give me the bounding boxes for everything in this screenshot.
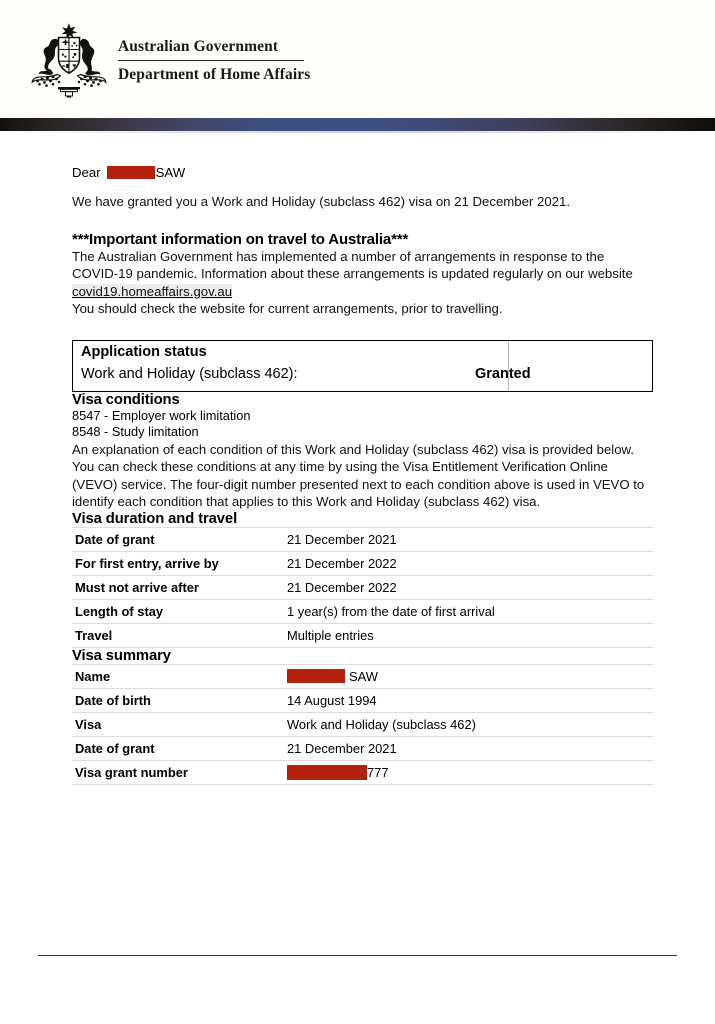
row-label: Date of birth — [75, 692, 151, 708]
row-value: SAW — [349, 668, 378, 684]
application-status-subject: Work and Holiday (subclass 462): — [81, 365, 298, 382]
masthead — [118, 38, 348, 84]
row-label: Length of stay — [75, 603, 164, 619]
check-website-paragraph: You should check the website for current arrangements, prior to travelling. — [72, 301, 503, 316]
table-row — [72, 736, 653, 760]
application-status-value: Granted — [475, 365, 531, 382]
row-value-redacted — [287, 760, 653, 784]
row-value: 21 December 2022 — [287, 579, 397, 595]
visa-duration-table — [72, 527, 653, 648]
letter-body — [0, 164, 715, 785]
visa-conditions-heading: Visa conditions — [72, 391, 180, 408]
row-value: 1 year(s) from the date of first arrival — [287, 603, 495, 619]
row-label: Date of grant — [75, 740, 155, 756]
covid-paragraph — [72, 248, 653, 301]
table-row — [72, 575, 653, 599]
row-value: 14 August 1994 — [287, 692, 377, 708]
application-status-box — [72, 340, 653, 392]
row-label: Visa — [75, 716, 102, 732]
visa-summary-table — [72, 664, 653, 785]
row-label: Must not arrive after — [75, 579, 199, 595]
table-row — [72, 551, 653, 575]
footer-divider — [38, 955, 677, 956]
row-value: Multiple entries — [287, 627, 374, 643]
table-row — [72, 688, 653, 712]
salutation — [72, 164, 653, 181]
salutation-prefix: Dear — [72, 165, 101, 180]
table-row — [72, 664, 653, 688]
redaction-bar-grant-number — [287, 765, 367, 780]
org-line-australian-government: Australian Government — [118, 38, 279, 55]
header-gradient-bar — [0, 118, 715, 131]
row-label: Visa grant number — [75, 764, 188, 780]
masthead-divider — [118, 60, 304, 61]
covid-paragraph-text: The Australian Government has implemented a number of arrangements in response to the COVID-19 pandemic. Information about these arrangements is updated regularly on our website — [72, 248, 633, 281]
table-row — [72, 599, 653, 623]
table-row — [72, 623, 653, 647]
row-label: Travel — [75, 627, 113, 643]
row-value: 777 — [367, 764, 389, 780]
table-row — [72, 712, 653, 736]
header-gradient-hairline — [0, 131, 715, 133]
row-value-redacted — [287, 664, 653, 688]
application-status-title: Application status — [81, 343, 207, 360]
row-value: 21 December 2021 — [287, 740, 397, 756]
table-row — [72, 760, 653, 784]
table-row — [72, 527, 653, 551]
visa-condition-item: 8547 - Employer work limitation — [72, 407, 251, 423]
vevo-paragraph: You can check these conditions at any time by using the Visa Entitlement Verification Online (VEVO) service. The four-digit number presented next to each condition above is used in VEVO to identify each condition that applies to this Work and Holiday (subclass 462) visa. — [72, 459, 645, 509]
row-value: 21 December 2022 — [287, 555, 397, 571]
visa-conditions-explanation: An explanation of each condition of this Work and Holiday (subclass 462) visa is provided below. — [72, 441, 635, 457]
org-line-department-home-affairs: Department of Home Affairs — [118, 66, 311, 83]
important-travel-heading: ***Important information on travel to Australia*** — [72, 230, 409, 248]
australian-coat-of-arms-icon — [28, 21, 110, 99]
row-label: Name — [75, 668, 111, 684]
row-label: For first entry, arrive by — [75, 555, 219, 571]
covid-website-link[interactable]: covid19.homeaffairs.gov.au — [72, 283, 233, 299]
redaction-bar-name — [107, 166, 155, 179]
visa-summary-heading: Visa summary — [72, 647, 171, 664]
document-header — [0, 0, 715, 118]
visa-duration-heading: Visa duration and travel — [72, 510, 238, 527]
row-value: 21 December 2021 — [287, 531, 397, 547]
row-value: Work and Holiday (subclass 462) — [287, 716, 476, 732]
salutation-surname: SAW — [155, 165, 186, 180]
redaction-bar-name — [287, 669, 345, 683]
visa-condition-item: 8548 - Study limitation — [72, 424, 199, 439]
row-label: Date of grant — [75, 531, 155, 547]
grant-sentence: We have granted you a Work and Holiday (subclass 462) visa on 21 December 2021. — [72, 194, 570, 209]
